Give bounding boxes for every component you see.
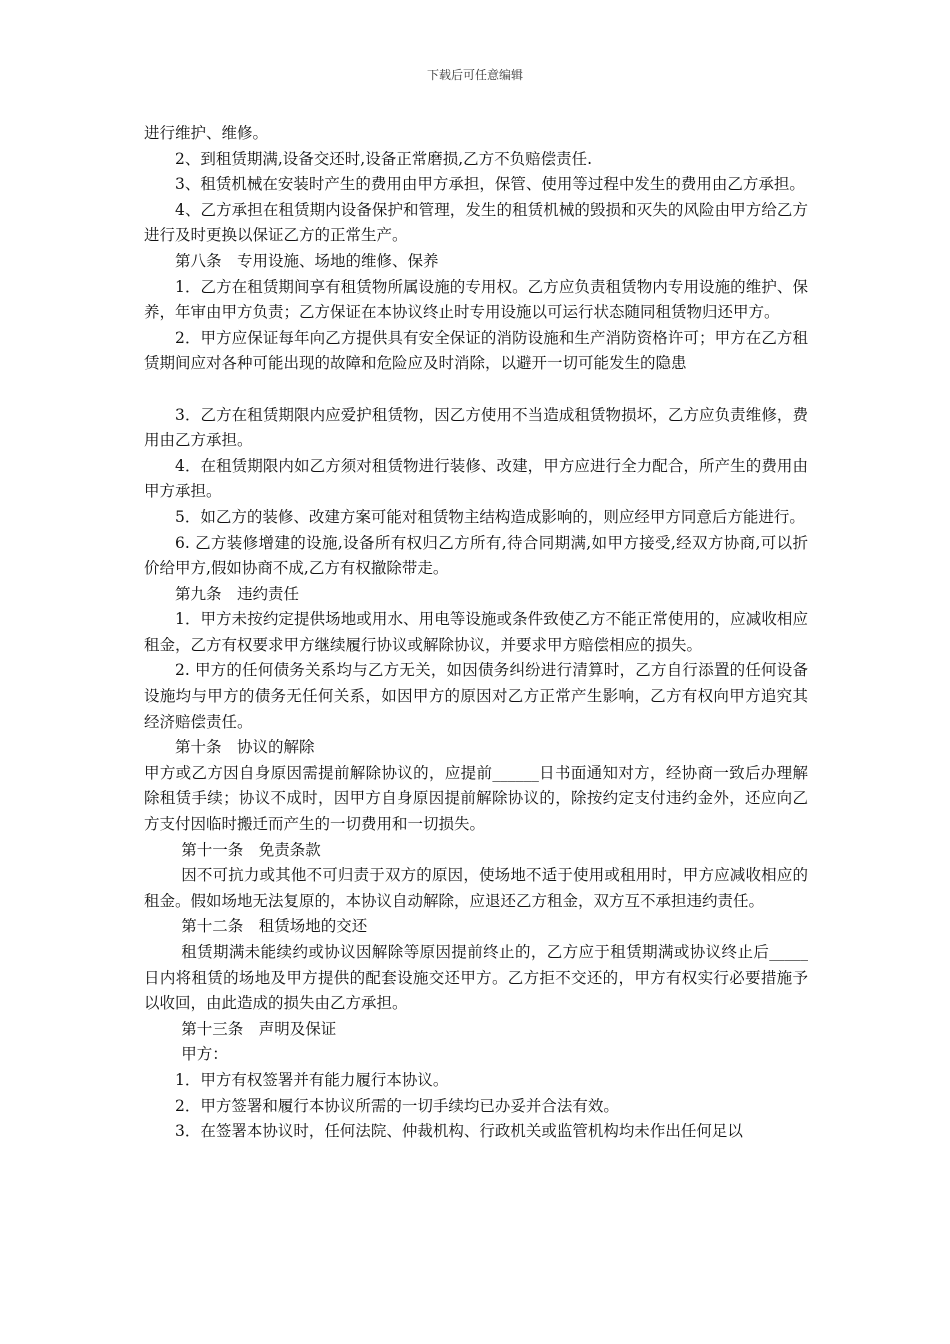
paragraph: 4、乙方承担在租赁期内设备保护和管理，发生的租赁机械的毁损和灭失的风险由甲方给乙方进行及时更换以保证乙方的正常生产。 xyxy=(144,200,808,245)
blank-line xyxy=(144,377,808,403)
paragraph: 1．乙方在租赁期间享有租赁物所属设施的专用权。乙方应负责租赁物内专用设施的维护、保养，年审由甲方负责；乙方保证在本协议终止时专用设施以可运行状态随同租赁物归还甲方。 xyxy=(144,277,808,322)
paragraph: 4．在租赁期限内如乙方须对租赁物进行装修、改建，甲方应进行全力配合，所产生的费用由甲方承担。 xyxy=(144,456,808,501)
paragraph: 进行维护、维修。 xyxy=(144,124,269,142)
paragraph: 1．甲方未按约定提供场地或用水、用电等设施或条件致使乙方不能正常使用的，应减收相应租金，乙方有权要求甲方继续履行协议或解除协议，并要求甲方赔偿相应的损失。 xyxy=(144,610,808,654)
document-body xyxy=(144,121,808,1145)
paragraph: 2．甲方签署和履行本协议所需的一切手续均已办妥并合法有效。 xyxy=(175,1096,619,1115)
paragraph: 2、到租赁期满,设备交还时,设备正常磨损,乙方不负赔偿责任. xyxy=(175,149,593,168)
section-heading: 第十二条 租赁场地的交还 xyxy=(181,917,368,936)
paragraph: 租赁期满未能续约或协议因解除等原因提前终止的，乙方应于租赁期满或协议终止后_____日内将租赁的场地及甲方提供的配套设施交还甲方。乙方拒不交还的，甲方有权实行必要措施予以收回，由此造成的损失由乙方承担。 xyxy=(144,943,808,1013)
section-heading: 第八条 专用设施、场地的维修、保养 xyxy=(175,251,439,270)
section-heading: 第十一条 免责条款 xyxy=(181,840,321,859)
paragraph: 3．乙方在租赁期限内应爱护租赁物，因乙方使用不当造成租赁物损坏，乙方应负责维修，费用由乙方承担。 xyxy=(144,405,808,450)
section-heading: 第十条 协议的解除 xyxy=(175,738,315,757)
paragraph: 甲方： xyxy=(181,1045,228,1064)
paragraph: 6. 乙方装修增建的设施,设备所有权归乙方所有,待合同期满,如甲方接受,经双方协商,可以折价给甲方,假如协商不成,乙方有权撤除带走。 xyxy=(144,533,808,578)
paragraph: 1．甲方有权签署并有能力履行本协议。 xyxy=(175,1070,449,1089)
page-header-note: 下载后可任意编辑 xyxy=(426,68,523,82)
section-heading: 第十三条 声明及保证 xyxy=(181,1019,337,1038)
paragraph: 5．如乙方的装修、改建方案可能对租赁物主结构造成影响的，则应经甲方同意后方能进行。 xyxy=(175,507,805,526)
paragraph: 2．甲方应保证每年向乙方提供具有安全保证的消防设施和生产消防资格许可；甲方在乙方租赁期间应对各种可能出现的故障和危险应及时消除，以避开一切可能发生的隐患 xyxy=(144,328,808,373)
paragraph: 2. 甲方的任何债务关系均与乙方无关，如因债务纠纷进行清算时，乙方自行添置的任何设备设施均与甲方的债务无任何关系，如因甲方的原因对乙方正常产生影响，乙方有权向甲方追究其经济赔偿责任。 xyxy=(144,661,808,731)
paragraph: 甲方或乙方因自身原因需提前解除协议的，应提前______日书面通知对方，经协商一致后办理解除租赁手续；协议不成时，因甲方自身原因提前解除协议的，除按约定支付违约金外，还应向乙方支付因临时搬迁而产生的一切费用和一切损失。 xyxy=(144,763,808,834)
section-heading: 第九条 违约责任 xyxy=(175,584,300,603)
paragraph: 3．在签署本协议时，任何法院、仲裁机构、行政机关或监管机构均未作出任何足以 xyxy=(175,1122,743,1141)
paragraph: 因不可抗力或其他不可归责于双方的原因，使场地不适于使用或租用时，甲方应减收相应的租金。假如场地无法复原的，本协议自动解除，应退还乙方租金，双方互不承担违约责任。 xyxy=(144,866,808,910)
paragraph: 3、租赁机械在安装时产生的费用由甲方承担，保管、使用等过程中发生的费用由乙方承担。 xyxy=(175,175,805,194)
